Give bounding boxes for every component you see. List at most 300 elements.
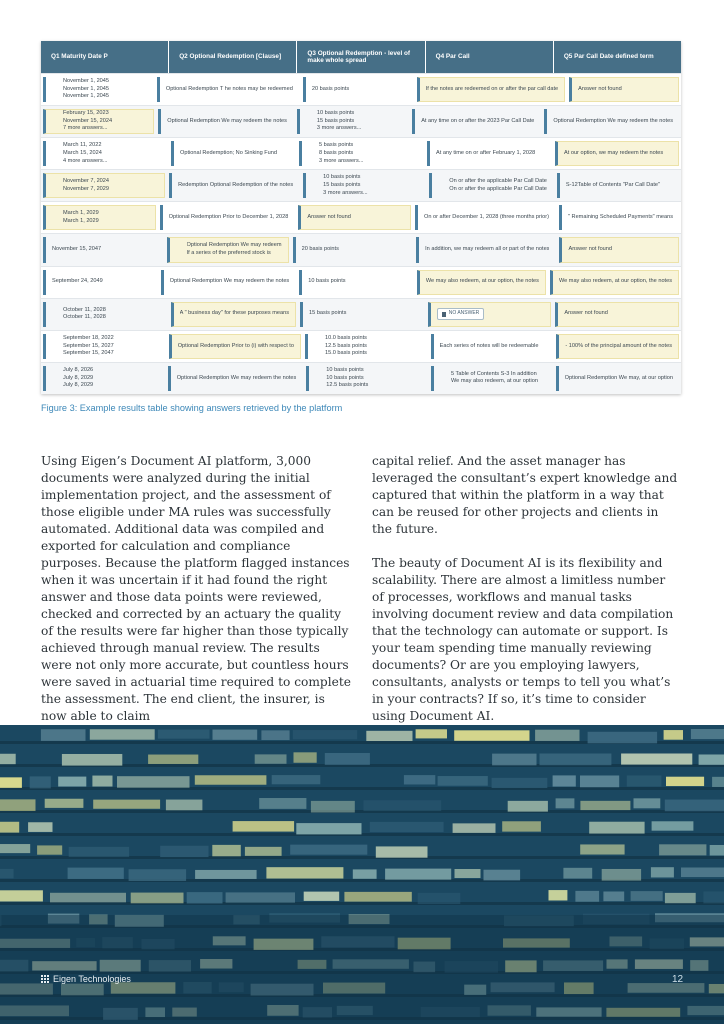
rail-car <box>404 775 435 784</box>
rail-car <box>549 890 568 900</box>
answer-item: • 10 basis points <box>326 367 421 375</box>
answer-item: • July 8, 2029 <box>63 382 158 390</box>
column-header[interactable]: Q1 Maturity Date P <box>41 41 169 73</box>
table-cell <box>41 74 155 105</box>
answer-box[interactable] <box>43 366 164 391</box>
answer-item: • Optional Redemption We may redeem <box>187 242 282 250</box>
rail-car <box>508 801 548 812</box>
answer-box[interactable] <box>161 270 296 295</box>
rail-car <box>0 754 16 764</box>
answer-text: At any time on or after the 2023 Par Call Date <box>421 117 535 124</box>
rail-car <box>245 847 282 856</box>
rail-car <box>575 891 599 902</box>
answer-box[interactable] <box>171 302 296 327</box>
answer-text: 20 basis points <box>311 85 350 92</box>
rail-car <box>0 869 14 878</box>
answer-box[interactable] <box>43 205 156 230</box>
rail-car <box>502 821 541 831</box>
rail-car <box>166 800 203 811</box>
eigen-logo <box>41 974 131 984</box>
table-cell <box>41 170 167 201</box>
table-cell <box>553 299 681 330</box>
table-row <box>41 105 681 137</box>
answer-list <box>52 335 159 358</box>
rail-car <box>492 778 548 788</box>
rail-car <box>0 777 22 788</box>
table-cell <box>155 74 301 105</box>
rail-car <box>681 868 724 878</box>
figure-caption: Figure 3: Example results table showing answers retrieved by the platform <box>41 403 343 413</box>
answer-box[interactable] <box>43 109 154 134</box>
table-cell <box>415 267 548 298</box>
rail-car <box>68 868 124 879</box>
answer-item: • October 11, 2028 <box>63 307 161 315</box>
table-row <box>41 330 681 362</box>
answer-box[interactable] <box>169 173 299 198</box>
answer-item: • March 15, 2024 <box>63 150 161 158</box>
answer-item: • November 7, 2029 <box>63 186 158 194</box>
answer-box[interactable] <box>544 109 679 134</box>
rail-car <box>226 892 295 902</box>
answer-item: • On or after the applicable Par Call Date <box>449 186 547 194</box>
table-cell <box>554 363 681 394</box>
answer-text: We may also redeem, at our option, the notes <box>425 278 539 285</box>
rail-car <box>0 844 30 853</box>
table-cell <box>429 331 555 362</box>
answer-text: Answer not found <box>307 214 351 221</box>
rail-car <box>50 893 126 903</box>
answer-text: Optional Redemption We may redeem the notes <box>176 374 297 381</box>
answer-item: • March 11, 2022 <box>63 142 161 150</box>
answer-box[interactable] <box>305 334 427 359</box>
table-cell <box>167 331 303 362</box>
rail-car <box>712 777 724 787</box>
rail-car <box>703 891 724 903</box>
answer-item: • 5 basis points <box>319 142 417 150</box>
answer-item: • 15 basis points <box>323 182 419 190</box>
rail-car <box>651 867 674 877</box>
logo-text: Eigen Technologies <box>53 974 131 984</box>
answer-text: Optional Redemption We may redeem the notes <box>167 117 287 124</box>
rail-car <box>195 775 267 784</box>
answer-box[interactable] <box>43 173 165 198</box>
answer-list <box>315 367 421 390</box>
table-cell <box>426 299 554 330</box>
table-cell <box>167 170 301 201</box>
rail-car <box>634 798 661 808</box>
answer-box[interactable] <box>157 77 299 102</box>
answer-item: • 15.0 basis points <box>325 350 421 358</box>
rail-car <box>69 847 129 857</box>
table-cell <box>41 363 166 394</box>
answer-list <box>52 110 147 133</box>
answer-item: • September 15, 2027 <box>63 343 159 351</box>
answer-list <box>312 174 419 197</box>
answer-list <box>438 178 547 193</box>
answer-item: • 12.5 basis points <box>326 382 421 390</box>
results-table <box>41 41 681 394</box>
table-cell <box>427 170 555 201</box>
rail-car <box>117 776 190 787</box>
answer-box[interactable] <box>299 270 413 295</box>
table-cell <box>297 267 415 298</box>
rail-car <box>535 730 579 741</box>
answer-box[interactable] <box>43 302 167 327</box>
column-header[interactable]: Q5 Par Call Date defined term <box>554 41 681 73</box>
answer-text: We may also redeem, at our option, the notes <box>558 278 673 285</box>
rail-car <box>187 892 223 903</box>
answer-text: On or after December 1, 2028 (three months prior) <box>424 214 549 221</box>
rail-car <box>454 730 529 740</box>
answer-list <box>52 210 149 225</box>
rail-car <box>0 799 36 811</box>
answer-box[interactable] <box>43 141 167 166</box>
answer-box[interactable] <box>43 270 157 295</box>
table-cell <box>301 170 427 201</box>
answer-box[interactable] <box>431 334 553 359</box>
table-row <box>41 201 681 233</box>
rail-car <box>259 798 306 809</box>
rail-car <box>665 800 724 812</box>
no-answer-badge[interactable] <box>437 308 485 320</box>
rail-car <box>602 869 641 881</box>
table-cell <box>425 138 553 169</box>
answer-item: • 8 basis points <box>319 150 417 158</box>
rail-car <box>0 822 19 833</box>
answer-item: • November 7, 2024 <box>63 178 158 186</box>
answer-box[interactable] <box>427 141 551 166</box>
table-cell <box>298 299 426 330</box>
answer-list <box>52 367 158 390</box>
answer-box[interactable] <box>417 77 565 102</box>
answer-box[interactable] <box>167 237 289 262</box>
rail-car <box>41 729 86 741</box>
body-column-left <box>41 453 353 742</box>
rail-car <box>366 731 412 741</box>
rail-car <box>589 822 644 834</box>
answer-text: If the notes are redeemed on or after the par call date <box>425 85 559 92</box>
rail-car <box>580 844 624 854</box>
table-cell <box>567 74 681 105</box>
rail-car <box>148 755 198 764</box>
answer-item: • 3 more answers... <box>319 158 417 166</box>
rail-car <box>233 821 295 831</box>
paragraph: capital relief. And the asset manager has leveraged the consultant’s expert knowledge and captured that within the platform in a way that can be reused for other projects and clients in the future. <box>372 454 678 536</box>
answer-list <box>440 371 546 386</box>
table-cell <box>166 363 305 394</box>
answer-item: • February 15, 2023 <box>63 110 147 118</box>
rail-car <box>93 800 160 809</box>
answer-item: • 3 more answers... <box>323 190 419 198</box>
rail-car <box>659 844 706 855</box>
answer-box[interactable] <box>160 205 295 230</box>
rail-car <box>492 754 536 766</box>
answer-box[interactable] <box>299 141 423 166</box>
table-row <box>41 73 681 105</box>
answer-text: November 15, 2047 <box>52 246 102 253</box>
rail-car <box>255 754 287 763</box>
rail-car <box>553 775 576 786</box>
answer-item: • 5 Table of Contents S-3 In addition <box>451 371 546 379</box>
table-row <box>41 362 681 394</box>
answer-text: At our option, we may redeem the notes <box>564 149 664 156</box>
answer-list <box>308 142 417 165</box>
table-cell <box>414 234 557 265</box>
rail-car <box>455 869 481 878</box>
answer-box[interactable] <box>298 205 411 230</box>
answer-text: 15 basis points <box>309 310 347 317</box>
answer-box[interactable] <box>300 302 424 327</box>
table-cell <box>159 267 298 298</box>
answer-item: • July 8, 2029 <box>63 375 158 383</box>
answer-item: • November 15, 2024 <box>63 118 147 126</box>
rail-car <box>304 892 340 901</box>
rail-car <box>631 891 663 901</box>
rail-car <box>0 890 43 901</box>
table-body <box>41 73 681 394</box>
rail-car <box>484 870 521 881</box>
badge-label: NO ANSWER <box>448 310 480 317</box>
answer-box[interactable] <box>43 334 165 359</box>
paragraph: Using Eigen’s Document AI platform, 3,000 documents were analyzed during the initial implementation project, and the assessment of those eligible under MA rules was successfully automated. Additional data was compiled and exported for calculation and compliance purposes. Because the platform flagged instances when it was uncertain if it had found the right answer and those data points were reviewed, checked and corrected by an actuary the quality of the results were far higher than those typically achieved through manual review. The results were not only more accurate, but countless hours were saved in actuarial time required to complete the assessment. The end client, the insurer, is now able to claim <box>41 454 351 723</box>
table-cell <box>301 74 415 105</box>
answer-box[interactable] <box>557 173 679 198</box>
answer-item: • 4 more answers... <box>63 158 161 166</box>
rail-car <box>588 732 658 744</box>
rail-car <box>603 891 624 901</box>
rail-car <box>212 845 241 856</box>
answer-text: " Remaining Scheduled Payments" means <box>567 214 674 221</box>
rail-car <box>293 730 357 739</box>
rail-car <box>213 730 258 740</box>
answer-item: • November 1, 2045 <box>63 86 147 94</box>
answer-list <box>52 307 161 322</box>
answer-text: Answer not found <box>568 246 613 253</box>
answer-item: • September 18, 2022 <box>63 335 159 343</box>
answer-box[interactable] <box>555 141 679 166</box>
table-cell <box>169 138 297 169</box>
rail-car <box>627 775 662 786</box>
rail-car <box>353 869 377 878</box>
table-cell <box>304 363 429 394</box>
table-row <box>41 266 681 298</box>
column-header[interactable]: Q4 Par Call <box>426 41 554 73</box>
table-cell <box>548 267 681 298</box>
answer-list <box>306 110 402 133</box>
answer-box[interactable] <box>428 302 552 327</box>
answer-item: • 15 basis points <box>317 118 402 126</box>
answer-box[interactable] <box>168 366 303 391</box>
table-cell <box>554 331 681 362</box>
table-cell <box>169 299 298 330</box>
rail-car <box>195 870 257 879</box>
table-cell <box>156 106 295 137</box>
rail-car <box>438 776 488 786</box>
table-cell <box>41 267 159 298</box>
answer-text: At any time on or after February 1, 2028 <box>436 149 536 156</box>
answer-box[interactable] <box>550 270 679 295</box>
table-cell <box>553 138 681 169</box>
rail-car <box>621 753 692 764</box>
rail-car <box>296 823 361 834</box>
rail-car <box>666 777 704 786</box>
answer-text: 10 basis points <box>308 278 346 285</box>
table-cell <box>295 106 410 137</box>
rail-car <box>272 775 321 784</box>
answer-box[interactable] <box>556 366 679 391</box>
eigen-logo-icon <box>41 975 50 984</box>
answer-item: • If a series of the preferred stock is <box>187 250 282 258</box>
rail-car <box>699 754 724 764</box>
table-cell <box>557 234 681 265</box>
rail-car <box>30 776 51 788</box>
answer-text: September 24, 2049 <box>52 278 103 285</box>
answer-box[interactable] <box>297 109 408 134</box>
rail-car <box>664 730 683 740</box>
answer-text: Optional Redemption We may redeem the notes <box>169 278 290 285</box>
table-row <box>41 137 681 169</box>
table-header <box>41 41 681 73</box>
rail-car <box>37 845 62 854</box>
table-cell <box>410 106 542 137</box>
answer-box[interactable] <box>306 366 427 391</box>
answer-item: • September 15, 2047 <box>63 350 159 358</box>
answer-box[interactable] <box>559 237 679 262</box>
answer-box[interactable] <box>569 77 679 102</box>
answer-box[interactable] <box>429 173 553 198</box>
answer-item: • March 1, 2029 <box>63 218 149 226</box>
table-cell <box>303 331 429 362</box>
table-cell <box>296 202 413 233</box>
rail-car <box>580 801 630 810</box>
rail-car <box>158 730 210 739</box>
answer-text: S-12Table of Contents "Par Call Date" <box>565 182 661 189</box>
rail-car <box>364 800 442 811</box>
answer-box[interactable] <box>293 237 413 262</box>
answer-list <box>52 178 158 193</box>
table-cell <box>41 299 169 330</box>
rail-car <box>540 753 612 765</box>
rail-car <box>90 729 155 739</box>
answer-item: • We may also redeem, at our option <box>451 378 546 386</box>
answer-box[interactable] <box>158 109 293 134</box>
document-icon <box>442 312 446 317</box>
answer-text: Optional Redemption We may, at our option <box>564 374 673 381</box>
answer-text: A " business day" for these purposes means <box>179 310 290 317</box>
body-column-right <box>372 453 678 742</box>
answer-box[interactable] <box>417 270 546 295</box>
answer-box[interactable] <box>555 302 679 327</box>
rail-car <box>376 846 428 857</box>
table-cell <box>413 202 557 233</box>
rail-car <box>344 892 411 902</box>
answer-list <box>52 78 147 101</box>
answer-box[interactable] <box>169 334 301 359</box>
table-cell <box>555 170 681 201</box>
column-header[interactable]: Q2 Optional Redemption [Clause] <box>169 41 297 73</box>
answer-text: 20 basis points <box>301 246 339 253</box>
rail-car <box>28 822 52 832</box>
answer-item: • 10 basis points <box>323 174 419 182</box>
rail-car <box>58 777 86 787</box>
column-header[interactable]: Q3 Optional Redemption - level of make whole spread <box>297 41 425 73</box>
table-row <box>41 169 681 201</box>
table-cell <box>41 138 169 169</box>
table-cell <box>542 106 681 137</box>
rail-car <box>453 823 496 833</box>
table-cell <box>297 138 425 169</box>
answer-text: Optional Redemption; No Sinking Fund <box>180 149 278 156</box>
answer-item: • 3 more answers... <box>317 125 402 133</box>
answer-list <box>176 242 282 257</box>
answer-text: Optional Redemption Prior to December 1, 2028 <box>168 214 289 221</box>
answer-box[interactable] <box>303 173 425 198</box>
page-number: 12 <box>672 974 684 985</box>
table-cell <box>158 202 297 233</box>
answer-item: • 12.5 basis points <box>325 343 421 351</box>
rail-car <box>710 845 724 856</box>
answer-item: • November 1, 2045 <box>63 93 147 101</box>
answer-item: • November 1, 2045 <box>63 78 147 86</box>
answer-list <box>52 142 161 165</box>
answer-box[interactable] <box>415 205 555 230</box>
rail-car <box>325 753 370 765</box>
rail-car <box>294 752 317 762</box>
answer-item: • October 11, 2028 <box>63 314 161 322</box>
answer-text: In addition, we may redeem all or part of the notes <box>425 246 550 253</box>
answer-item: • 10 basis points <box>326 375 421 383</box>
rail-car <box>129 869 187 881</box>
rail-car <box>580 775 619 787</box>
rail-car <box>131 893 184 904</box>
rail-car <box>385 869 451 880</box>
table-cell <box>41 234 165 265</box>
rail-car <box>418 893 461 904</box>
rail-car <box>691 729 724 739</box>
answer-box[interactable] <box>431 366 552 391</box>
answer-box[interactable] <box>556 334 679 359</box>
paragraph: The beauty of Document AI is its flexibility and scalability. There are almost a limitless number of processes, workflows and manual tasks involving document review and data compilation that the technology can automate or support. Is your team spending time manually reviewing documents? Or are you employing lawyers, consultants, analysts or temps to tell you what’s in your contracts? If so, it’s time to consider using Document AI. <box>372 556 674 723</box>
answer-text: Optional Redemption We may redeem the notes <box>553 117 673 124</box>
answer-item: • 7 more answers... <box>63 125 147 133</box>
table-cell <box>41 106 156 137</box>
answer-box[interactable] <box>303 77 413 102</box>
table-cell <box>165 234 291 265</box>
answer-text: Answer not found <box>578 85 622 92</box>
table-cell <box>41 331 167 362</box>
answer-text: Each series of notes will be redeemable <box>439 342 539 349</box>
answer-box[interactable] <box>416 237 555 262</box>
rail-car <box>416 729 447 738</box>
table-row <box>41 298 681 330</box>
answer-box[interactable] <box>559 205 679 230</box>
rail-car <box>556 798 575 808</box>
answer-box[interactable] <box>412 109 540 134</box>
answer-item: • 10 basis points <box>317 110 402 118</box>
answer-item: • March 1, 2029 <box>63 210 149 218</box>
answer-item: • On or after the applicable Par Call Date <box>449 178 547 186</box>
answer-text: - 100% of the principal amount of the notes <box>565 342 673 349</box>
answer-box[interactable] <box>43 237 163 262</box>
table-row <box>41 233 681 265</box>
answer-text: Optional Redemption Prior to (i) with respect to <box>177 342 294 349</box>
answer-box[interactable] <box>171 141 295 166</box>
rail-car <box>311 801 355 813</box>
answer-box[interactable] <box>43 77 153 102</box>
answer-text: Answer not found <box>564 310 608 317</box>
answer-text: Optional Redemption T he notes may be redeemed <box>165 85 293 92</box>
table-cell <box>291 234 415 265</box>
